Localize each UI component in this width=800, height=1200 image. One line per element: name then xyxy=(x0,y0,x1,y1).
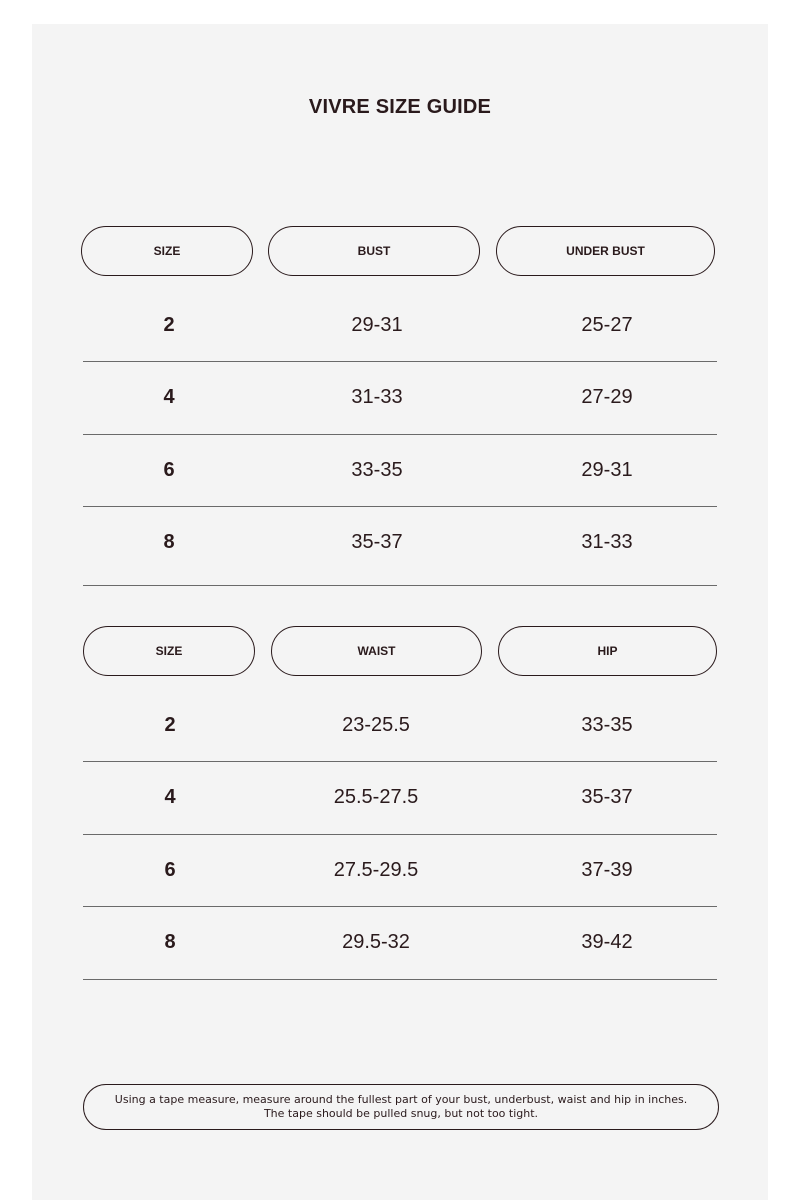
size-cell: 4 xyxy=(163,386,175,408)
row-divider xyxy=(83,761,717,762)
waist-cell: 23-25.5 xyxy=(342,714,410,736)
size-cell: 6 xyxy=(163,459,175,481)
size-guide-card xyxy=(32,24,768,1200)
bust-cell: 35-37 xyxy=(351,531,403,553)
under-bust-cell: 31-33 xyxy=(581,531,633,553)
header-size: SIZE xyxy=(81,226,253,276)
bust-cell: 33-35 xyxy=(351,459,403,481)
row-divider xyxy=(83,361,717,362)
instructions-line-2: The tape should be pulled snug, but not too tight. xyxy=(263,1107,539,1120)
waist-cell: 27.5-29.5 xyxy=(333,859,419,881)
hip-cell: 35-37 xyxy=(581,786,633,808)
row-divider xyxy=(83,506,717,507)
header-under-bust: UNDER BUST xyxy=(496,226,715,276)
header-waist: WAIST xyxy=(271,626,482,676)
bust-cell: 31-33 xyxy=(351,386,403,408)
row-divider xyxy=(83,585,717,586)
size-cell: 6 xyxy=(164,859,176,881)
hip-cell: 33-35 xyxy=(581,714,633,736)
under-bust-cell: 27-29 xyxy=(581,386,633,408)
under-bust-cell: 29-31 xyxy=(581,459,633,481)
size-cell: 4 xyxy=(164,786,176,808)
size-cell: 8 xyxy=(163,531,175,553)
size-cell: 8 xyxy=(164,931,176,953)
instructions-line-1: Using a tape measure, measure around the fullest part of your bust, underbust, waist and hip in inches. xyxy=(114,1093,688,1106)
waist-cell: 29.5-32 xyxy=(342,931,410,953)
size-cell: 2 xyxy=(164,714,176,736)
row-divider xyxy=(83,906,717,907)
measuring-instructions xyxy=(83,1084,719,1130)
header-bust: BUST xyxy=(268,226,480,276)
size-cell: 2 xyxy=(163,314,175,336)
header-hip: HIP xyxy=(498,626,717,676)
header-size: SIZE xyxy=(83,626,255,676)
row-divider xyxy=(83,979,717,980)
hip-cell: 39-42 xyxy=(581,931,633,953)
page-title: VIVRE SIZE GUIDE xyxy=(308,96,492,118)
row-divider xyxy=(83,434,717,435)
waist-cell: 25.5-27.5 xyxy=(333,786,419,808)
hip-cell: 37-39 xyxy=(581,859,633,881)
bust-cell: 29-31 xyxy=(351,314,403,336)
under-bust-cell: 25-27 xyxy=(581,314,633,336)
row-divider xyxy=(83,834,717,835)
